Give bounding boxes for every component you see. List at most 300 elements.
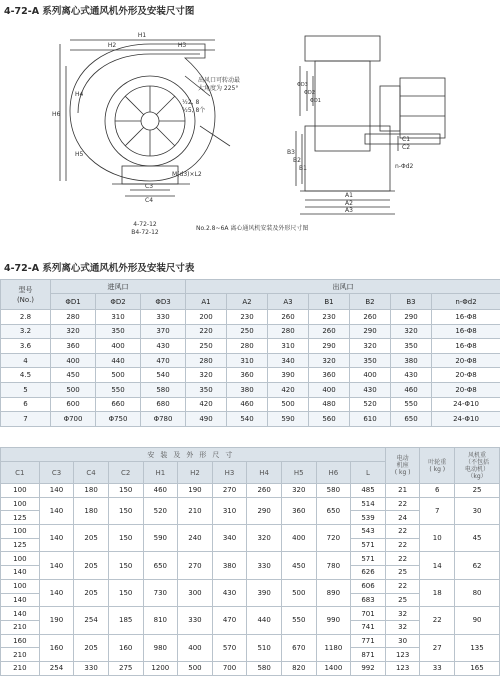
motor-body [400,78,445,138]
h5-cell: 360 [281,497,316,524]
bearing-box [380,86,400,131]
table-cell: 390 [268,368,309,383]
c2-cell: 150 [108,497,143,524]
col-b2: B2 [350,294,391,310]
h2-cell: 400 [178,634,213,661]
install-group-header: 安装及外形尺寸 [1,448,386,462]
table-row [1,497,500,511]
model-cell: 3.2 [1,324,51,339]
table-cell: 500 [51,382,96,397]
col-a1: A1 [186,294,227,310]
h5-cell: 550 [281,607,316,634]
h6-cell: 990 [316,607,351,634]
col-h5: H5 [281,462,316,484]
dim-c3: C3 [145,183,153,190]
h5-cell: 820 [281,661,316,675]
table-cell: 660 [96,397,141,412]
h6-cell: 650 [316,497,351,524]
outlet-note-2: 大角度为 225° [198,84,238,92]
motor-cell: 123 [385,648,420,662]
motor-cell: 32 [385,607,420,621]
table-cell: 350 [391,339,432,354]
h3-cell: 570 [212,634,247,661]
c3-cell: 140 [39,525,74,552]
h3-cell: 270 [212,484,247,498]
h6-cell: 580 [316,484,351,498]
l-cell: 514 [351,497,386,511]
outlet-header: 出风口 [186,280,500,294]
c4-cell: 254 [74,607,109,634]
table-cell: 260 [350,310,391,325]
dim-c1: C1 [402,136,410,143]
c4-cell: 205 [74,579,109,606]
h4-cell: 440 [247,607,282,634]
table-cell: 470 [141,353,186,368]
c3-cell: 140 [39,579,74,606]
motor-cell: 30 [385,634,420,648]
l-cell: 683 [351,593,386,607]
table-cell: 400 [350,368,391,383]
c3-cell: 190 [39,607,74,634]
c1-cell: 100 [1,525,40,539]
model-cell: 5 [1,382,51,397]
impeller-cell: 10 [420,525,455,552]
outlet-note-1: 出风口可转动最 [198,76,240,84]
dim-h4: H4 [75,91,84,98]
table-cell: 550 [96,382,141,397]
c3-cell: 140 [39,552,74,579]
model-cell: 4 [1,353,51,368]
motor-cell: 123 [385,661,420,675]
fan-drawing [0,16,500,246]
table-cell: 550 [391,397,432,412]
dim-a3: A3 [345,207,353,214]
table-cell: 600 [51,397,96,412]
l-cell: 701 [351,607,386,621]
motor-cell: 21 [385,484,420,498]
casing-side [315,61,370,151]
h3-cell: 380 [212,552,247,579]
table-cell: 380 [227,382,268,397]
impeller-cell: 14 [420,552,455,579]
table-row [1,634,500,648]
motor-cell: 22 [385,579,420,593]
h5-cell: 320 [281,484,316,498]
model-cell: 2.8 [1,310,51,325]
table-cell: 230 [227,310,268,325]
table-cell: 250 [186,339,227,354]
model-cell: 6 [1,397,51,412]
install-dimension-table [0,447,500,676]
fan-weight-cell: 90 [455,607,500,634]
c3-cell: 140 [39,497,74,524]
caption-model-1: 4-72-12 [133,221,157,228]
table-cell: 490 [186,412,227,427]
h4-cell: 260 [247,484,282,498]
table-cell: 440 [96,353,141,368]
h4-cell: 580 [247,661,282,675]
table-cell: 520 [350,397,391,412]
l-cell: 571 [351,538,386,552]
col-h2: H2 [178,462,213,484]
motor-cell: 24 [385,511,420,525]
table-cell: 250 [227,324,268,339]
l-cell: 571 [351,552,386,566]
col-h4: H4 [247,462,282,484]
table-cell: 280 [227,339,268,354]
table-cell: 350 [186,382,227,397]
motor-cell: 22 [385,525,420,539]
caption-model-2: B4-72-12 [131,229,159,236]
table-cell: 320 [350,339,391,354]
h5-cell: 450 [281,552,316,579]
col-a2: A2 [227,294,268,310]
motor-cell: 25 [385,566,420,580]
h1-cell: 1200 [143,661,178,675]
c4-cell: 205 [74,525,109,552]
l-cell: 992 [351,661,386,675]
l-cell: 626 [351,566,386,580]
col-d2: ΦD2 [96,294,141,310]
motor-header: 电动 机座 ( kg ) [385,448,420,484]
col-b1: B1 [309,294,350,310]
h1-cell: 650 [143,552,178,579]
dim-a1: A1 [345,192,353,199]
h2-cell: 190 [178,484,213,498]
h2-cell: 270 [178,552,213,579]
table-cell: 360 [227,368,268,383]
c3-cell: 254 [39,661,74,675]
c1-cell: 210 [1,620,40,634]
table-cell: 24-Φ10 [432,412,500,427]
c1-cell: 210 [1,648,40,662]
c1-cell: 100 [1,579,40,593]
c4-cell: 205 [74,552,109,579]
fan-weight-cell: 25 [455,484,500,498]
table-cell: 580 [141,382,186,397]
table-cell: 500 [268,397,309,412]
table-cell: 340 [268,353,309,368]
col-c2: C2 [108,462,143,484]
h5-cell: 500 [281,579,316,606]
c2-cell: 150 [108,525,143,552]
table-row [1,368,500,383]
table-cell: 330 [141,310,186,325]
table-cell: 16-Φ8 [432,324,500,339]
h6-cell: 780 [316,552,351,579]
table-row [1,661,500,675]
table-row [1,579,500,593]
table-cell: 16-Φ8 [432,339,500,354]
table-cell: 220 [186,324,227,339]
motor-cell: 22 [385,538,420,552]
table-row [1,339,500,354]
table-cell: 650 [391,412,432,427]
h3-cell: 700 [212,661,247,675]
dim-b3: B3 [287,149,295,156]
h4-cell: 390 [247,579,282,606]
model-cell: 3.6 [1,339,51,354]
h6-cell: 1180 [316,634,351,661]
dim-h2: H2 [108,42,117,49]
table-cell: 350 [350,353,391,368]
table-cell: 400 [309,382,350,397]
table-cell: 540 [141,368,186,383]
c4-cell: 205 [74,634,109,661]
table-cell: 350 [96,324,141,339]
c1-cell: 125 [1,511,40,525]
impeller-cell: 27 [420,634,455,661]
impeller-cell: 33 [420,661,455,675]
col-h1: H1 [143,462,178,484]
impeller-cell: 7 [420,497,455,524]
fan-weight-cell: 62 [455,552,500,579]
h4-cell: 510 [247,634,282,661]
table-cell: 370 [141,324,186,339]
fan-weight-cell: 165 [455,661,500,675]
impeller-cell: 22 [420,607,455,634]
col-h3: H3 [212,462,247,484]
c1-cell: 140 [1,607,40,621]
model-header: 型号 (No.) [1,280,51,310]
c2-cell: 160 [108,634,143,661]
table-cell: 310 [96,310,141,325]
dim-d3: ΦD3 [297,82,308,88]
table-cell: 500 [96,368,141,383]
col-c4: C4 [74,462,109,484]
dim-d2: ΦD2 [304,90,315,96]
dim-b1: B1 [299,165,307,172]
table-cell: 610 [350,412,391,427]
table-cell: 280 [51,310,96,325]
table-cell: 20-Φ8 [432,353,500,368]
col-holes: n-Φd2 [432,294,500,310]
dim-d1: ΦD1 [310,98,321,104]
table-cell: 290 [391,310,432,325]
dim-c4: C4 [145,197,153,204]
table-cell: 280 [268,324,309,339]
table-cell: 460 [227,397,268,412]
fan-weight-cell: 80 [455,579,500,606]
impeller-header: 叶轮重 ( kg ) [420,448,455,484]
fan-weight-cell: 45 [455,525,500,552]
h2-cell: 500 [178,661,213,675]
h1-cell: 810 [143,607,178,634]
col-c1: C1 [1,462,40,484]
h3-cell: 340 [212,525,247,552]
table-cell: 310 [227,353,268,368]
dim-h5: H5 [75,151,84,158]
table-cell: 400 [51,353,96,368]
l-cell: 741 [351,620,386,634]
table-cell: Φ780 [141,412,186,427]
h4-cell: 290 [247,497,282,524]
motor-cell: 25 [385,593,420,607]
h2-cell: 300 [178,579,213,606]
l-cell: 485 [351,484,386,498]
h6-cell: 1400 [316,661,351,675]
table-cell: 230 [309,310,350,325]
table-cell: 450 [51,368,96,383]
impeller-cell: 18 [420,579,455,606]
h1-cell: 460 [143,484,178,498]
table-cell: 310 [268,339,309,354]
c2-cell: 275 [108,661,143,675]
c1-cell: 160 [1,634,40,648]
fan-weight-cell: 30 [455,497,500,524]
h4-cell: 320 [247,525,282,552]
h1-cell: 730 [143,579,178,606]
fan-weight-header: 风机重 （不包括 电动机） （kg） [455,448,500,484]
table-cell: 260 [268,310,309,325]
c1-cell: 100 [1,552,40,566]
table-cell: Φ700 [51,412,96,427]
bolt-note: M(d3)×L2 [172,171,202,178]
col-d3: ΦD3 [141,294,186,310]
l-cell: 539 [351,511,386,525]
dim-c2: C2 [402,144,410,151]
table-cell: 360 [309,368,350,383]
table-title: 4-72-A 系列离心式通风机外形及安装尺寸表 [4,260,194,274]
table-cell: 400 [96,339,141,354]
table-row [1,397,500,412]
table-cell: 430 [391,368,432,383]
hole-note-2: ½5, 8个 [182,106,205,114]
table-cell: 16-Φ8 [432,310,500,325]
table-cell: 430 [350,382,391,397]
c4-cell: 180 [74,497,109,524]
drawing-title: 4-72-A 系列离心式通风机外形及安装尺寸图 [4,3,194,17]
l-cell: 771 [351,634,386,648]
dim-h6: H6 [52,111,61,118]
table-row [1,525,500,539]
table-cell: 260 [309,324,350,339]
l-cell: 871 [351,648,386,662]
col-h6: H6 [316,462,351,484]
h6-cell: 720 [316,525,351,552]
table-cell: 200 [186,310,227,325]
hole-count-note: n-Φd2 [395,163,413,170]
h6-cell: 890 [316,579,351,606]
c4-cell: 330 [74,661,109,675]
col-d1: ΦD1 [51,294,96,310]
table-cell: 420 [268,382,309,397]
table-row [1,412,500,427]
dim-h3: H3 [178,42,187,49]
table-cell: Φ750 [96,412,141,427]
c1-cell: 100 [1,484,40,498]
h1-cell: 520 [143,497,178,524]
h4-cell: 330 [247,552,282,579]
h2-cell: 240 [178,525,213,552]
table-cell: 20-Φ8 [432,368,500,383]
impeller-blades [115,86,185,156]
dim-h1: H1 [138,32,147,39]
table-cell: 320 [391,324,432,339]
l-cell: 543 [351,525,386,539]
inlet-header: 进风口 [51,280,186,294]
table-cell: 24-Φ10 [432,397,500,412]
dim-a2: A2 [345,200,353,207]
h2-cell: 210 [178,497,213,524]
motor-cell: 22 [385,552,420,566]
table-cell: 290 [350,324,391,339]
table-row [1,552,500,566]
c3-cell: 160 [39,634,74,661]
h5-cell: 400 [281,525,316,552]
table-row [1,484,500,498]
fan-weight-cell: 135 [455,634,500,661]
table-row [1,353,500,368]
c4-cell: 180 [74,484,109,498]
table-cell: 560 [309,412,350,427]
caption-text: No.2.8~6A 离心通风机安装及外形尺寸图 [196,224,308,232]
table-row [1,310,500,325]
model-cell: 7 [1,412,51,427]
model-cell: 4.5 [1,368,51,383]
table-cell: 320 [186,368,227,383]
hole-note-1: ½2, 8 [182,99,199,106]
c1-cell: 125 [1,538,40,552]
col-c3: C3 [39,462,74,484]
impeller-cell: 6 [420,484,455,498]
fan-dimension-table [0,279,500,427]
table-cell: 480 [309,397,350,412]
dim-b2: B2 [293,157,301,164]
table-cell: 320 [309,353,350,368]
table-cell: 20-Φ8 [432,382,500,397]
c2-cell: 150 [108,552,143,579]
c2-cell: 185 [108,607,143,634]
table-cell: 540 [227,412,268,427]
c3-cell: 140 [39,484,74,498]
table-cell: 380 [391,353,432,368]
h3-cell: 430 [212,579,247,606]
h1-cell: 590 [143,525,178,552]
c1-cell: 140 [1,593,40,607]
table-cell: 320 [51,324,96,339]
h3-cell: 310 [212,497,247,524]
col-a3: A3 [268,294,309,310]
table-cell: 590 [268,412,309,427]
col-b3: B3 [391,294,432,310]
col-l: L [351,462,386,484]
table-cell: 420 [186,397,227,412]
table-cell: 280 [186,353,227,368]
h2-cell: 330 [178,607,213,634]
c1-cell: 100 [1,497,40,511]
table-cell: 430 [141,339,186,354]
table-row [1,607,500,621]
l-cell: 606 [351,579,386,593]
outlet-flange [305,36,380,61]
motor-cell: 22 [385,497,420,511]
table-cell: 290 [309,339,350,354]
table-cell: 460 [391,382,432,397]
c2-cell: 150 [108,579,143,606]
h3-cell: 470 [212,607,247,634]
inlet-flange [305,126,390,191]
table-row [1,382,500,397]
table-cell: 360 [51,339,96,354]
motor-cell: 32 [385,620,420,634]
h1-cell: 980 [143,634,178,661]
table-cell: 680 [141,397,186,412]
c1-cell: 210 [1,661,40,675]
h5-cell: 670 [281,634,316,661]
c2-cell: 150 [108,484,143,498]
table-row [1,324,500,339]
